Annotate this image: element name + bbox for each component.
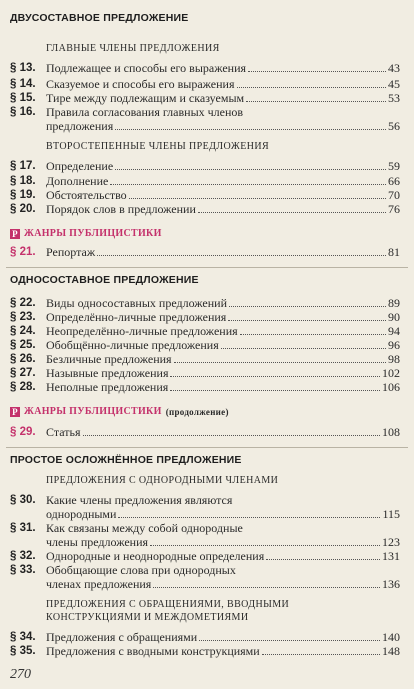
entry-title: Подлежащее и способы его выражения — [46, 61, 247, 75]
entry-page: 53 — [388, 91, 400, 105]
entry-number: § 18. — [10, 175, 36, 187]
section-title: ОДНОСОСТАВНОЕ ПРЕДЛОЖЕНИЕ — [10, 274, 199, 286]
divider — [6, 447, 408, 448]
subsection-title: ПРЕДЛОЖЕНИЯ С ОБРАЩЕНИЯМИ, ВВОДНЫМИ — [46, 599, 290, 610]
entry-title: Дополнение — [46, 174, 109, 188]
entry-title: членах предложения — [46, 577, 152, 591]
entry-page: 148 — [382, 644, 400, 658]
entry-number: § 20. — [10, 203, 36, 215]
genre-title: ЖАНРЫ ПУБЛИЦИСТИКИ — [24, 406, 162, 417]
entry-page: 98 — [388, 352, 400, 366]
entry-title: Определённо-личные предложения — [46, 310, 227, 324]
entry-title: Однородные и неоднородные определения — [46, 549, 265, 563]
entry-page: 140 — [382, 630, 400, 644]
genre-title: ЖАНРЫ ПУБЛИЦИСТИКИ — [24, 228, 162, 239]
entry-number: § 28. — [10, 381, 36, 393]
toc-entry[interactable] — [0, 494, 414, 522]
entry-title-line1: Как связаны между собой однородные — [46, 521, 243, 535]
entry-title-line1: Правила согласования главных членов — [46, 105, 244, 119]
entry-page: 45 — [388, 77, 400, 91]
subsection-title: КОНСТРУКЦИЯМИ И МЕЖДОМЕТИЯМИ — [46, 612, 249, 623]
entry-title: Обстоятельство — [46, 188, 127, 202]
entry-page: 102 — [382, 366, 400, 380]
entry-page: 106 — [382, 380, 400, 394]
entry-page: 89 — [388, 296, 400, 310]
entry-title: однородными — [46, 507, 117, 521]
toc-entry[interactable] — [0, 106, 414, 134]
entry-title: Безличные предложения — [46, 352, 172, 366]
toc-entry[interactable] — [0, 522, 414, 550]
subsection-title: ПРЕДЛОЖЕНИЯ С ОДНОРОДНЫМИ ЧЛЕНАМИ — [46, 475, 279, 486]
toc-entry[interactable] — [0, 564, 414, 592]
entry-number: § 34. — [10, 631, 36, 643]
entry-title: предложения — [46, 119, 114, 133]
entry-page: 81 — [388, 245, 400, 259]
genre-heading — [10, 406, 229, 417]
entry-title: Неполные предложения — [46, 380, 169, 394]
entry-page: 136 — [382, 577, 400, 591]
entry-number: § 35. — [10, 645, 36, 657]
entry-number: § 24. — [10, 325, 36, 337]
subsection-title: ВТОРОСТЕПЕННЫЕ ЧЛЕНЫ ПРЕДЛОЖЕНИЯ — [46, 141, 270, 152]
entry-title: Обобщённо-личные предложения — [46, 338, 219, 352]
entry-number: § 33. — [10, 564, 36, 576]
entry-number: § 29. — [10, 426, 36, 438]
entry-page: 59 — [388, 159, 400, 173]
entry-page: 131 — [382, 549, 400, 563]
entry-number: § 32. — [10, 550, 36, 562]
entry-page: 108 — [382, 425, 400, 439]
entry-page: 43 — [388, 61, 400, 75]
entry-title: Определение — [46, 159, 114, 173]
genre-marker-icon: Р — [10, 407, 20, 417]
entry-page: 66 — [388, 174, 400, 188]
subsection-title: ГЛАВНЫЕ ЧЛЕНЫ ПРЕДЛОЖЕНИЯ — [46, 43, 220, 54]
entry-title-line1: Какие члены предложения являются — [46, 493, 233, 507]
entry-title: Виды односоставных предложений — [46, 296, 228, 310]
entry-number: § 19. — [10, 189, 36, 201]
entry-page: 96 — [388, 338, 400, 352]
genre-title-note: (продолжение) — [165, 406, 229, 417]
entry-number: § 22. — [10, 297, 36, 309]
entry-title: Сказуемое и способы его выражения — [46, 77, 235, 91]
entry-title: Неопределённо-личные предложения — [46, 324, 238, 338]
entry-title: Статья — [46, 425, 81, 439]
section-title: ДВУСОСТАВНОЕ ПРЕДЛОЖЕНИЕ — [10, 12, 189, 24]
entry-title: члены предложения — [46, 535, 149, 549]
entry-title: Репортаж — [46, 245, 96, 259]
entry-number: § 23. — [10, 311, 36, 323]
entry-title-line1: Обобщающие слова при однородных — [46, 563, 236, 577]
divider — [6, 267, 408, 268]
entry-number: § 25. — [10, 339, 36, 351]
entry-page: 94 — [388, 324, 400, 338]
genre-marker-icon: Р — [10, 229, 20, 239]
entry-page: 70 — [388, 188, 400, 202]
entry-number: § 16. — [10, 106, 36, 118]
entry-number: § 27. — [10, 367, 36, 379]
entry-page: 76 — [388, 202, 400, 216]
entry-title: Назывные предложения — [46, 366, 169, 380]
entry-number: § 30. — [10, 494, 36, 506]
entry-number: § 21. — [10, 246, 36, 258]
entry-number: § 13. — [10, 62, 36, 74]
entry-number: § 14. — [10, 78, 36, 90]
entry-page: 56 — [388, 119, 400, 133]
entry-number: § 31. — [10, 522, 36, 534]
entry-title: Порядок слов в предложении — [46, 202, 196, 216]
entry-number: § 15. — [10, 92, 36, 104]
page-number: 270 — [10, 667, 31, 682]
entry-number: § 17. — [10, 160, 36, 172]
section-title: ПРОСТОЕ ОСЛОЖНЁННОЕ ПРЕДЛОЖЕНИЕ — [10, 454, 242, 466]
genre-heading — [10, 228, 162, 239]
entry-title: Предложения с вводными конструкциями — [46, 644, 260, 658]
entry-page: 123 — [382, 535, 400, 549]
entry-number: § 26. — [10, 353, 36, 365]
entry-page: 90 — [388, 310, 400, 324]
entry-title: Предложения с обращениями — [46, 630, 198, 644]
entry-title: Тире между подлежащим и сказуемым — [46, 91, 245, 105]
entry-page: 115 — [382, 507, 400, 521]
